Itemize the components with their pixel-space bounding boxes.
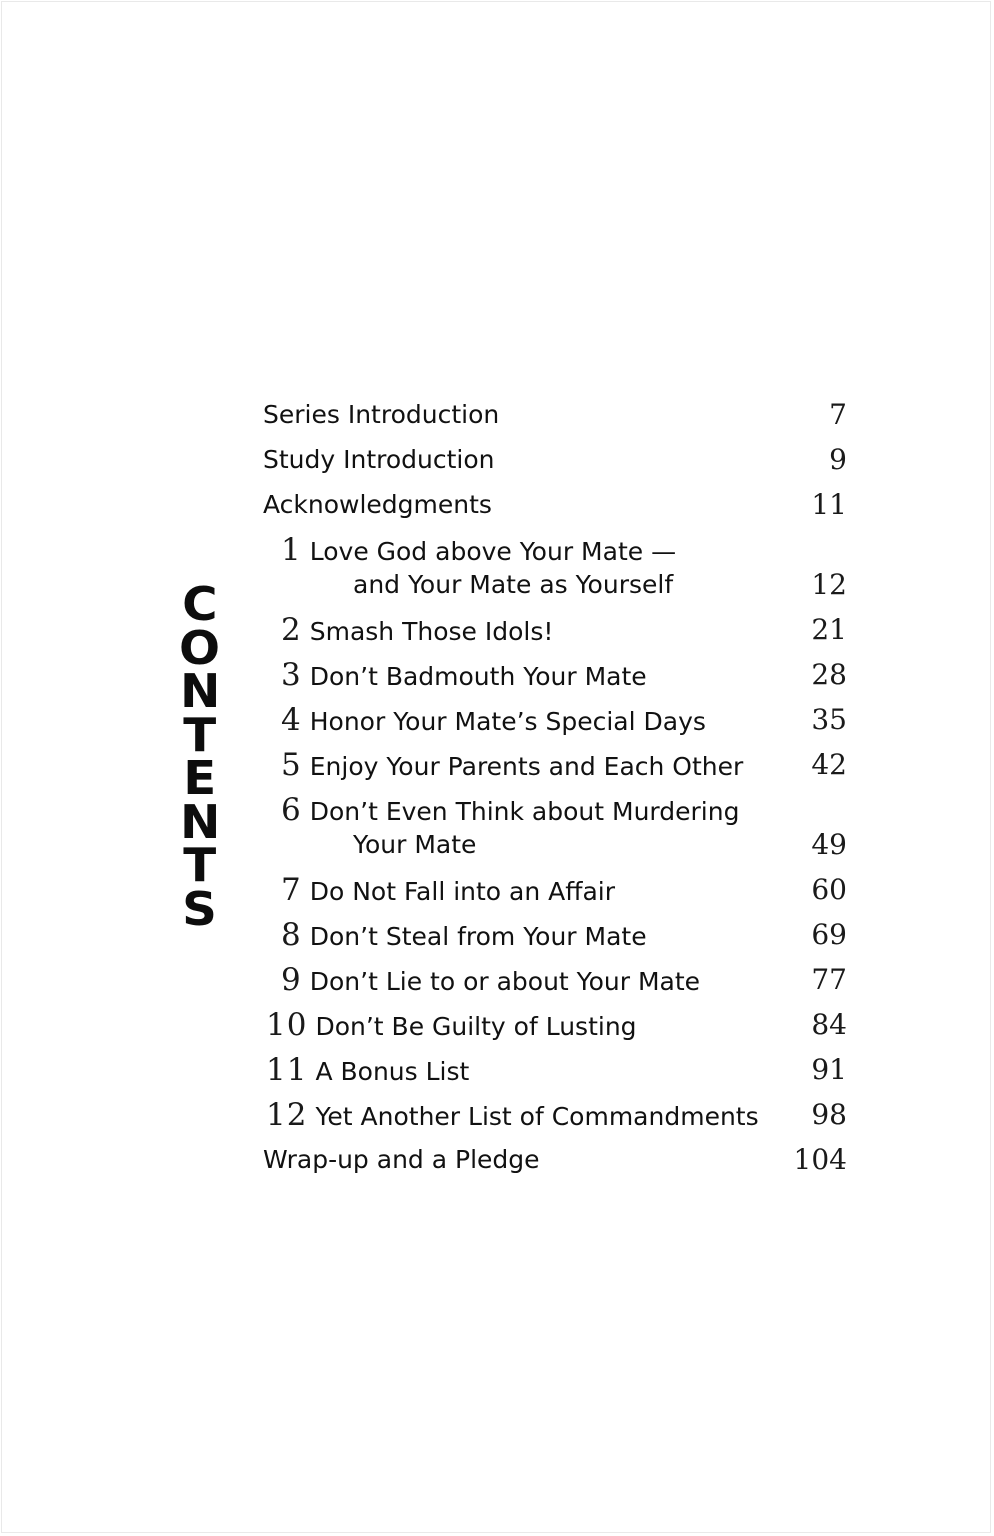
toc-entry-title: Yet Another List of Commandments (315, 1102, 759, 1131)
toc-entry-title: Don’t Lie to or about Your Mate (309, 967, 701, 996)
chapter-number: 10 (266, 1007, 308, 1043)
toc-entry-chapter-5[interactable] (263, 745, 847, 785)
toc-page-number: 104 (793, 1143, 847, 1176)
toc-page-number: 11 (811, 488, 847, 521)
toc-entry-title: Don’t Badmouth Your Mate (309, 662, 647, 691)
toc-entry-wrap-up[interactable] (263, 1140, 847, 1180)
title-letter: E (183, 751, 217, 805)
toc-page-number: 9 (829, 443, 847, 476)
chapter-number: 7 (281, 872, 302, 908)
chapter-number: 6 (281, 792, 302, 828)
toc-entry-study-introduction[interactable] (263, 440, 847, 480)
toc-entry-title: Don’t Steal from Your Mate (309, 922, 647, 951)
chapter-number: 4 (281, 702, 302, 738)
toc-page-number: 21 (811, 613, 847, 646)
toc-entry-title: Series Introduction (263, 400, 500, 429)
toc-page-number: 84 (811, 1008, 847, 1041)
toc-entry-chapter-7[interactable] (263, 870, 847, 910)
toc-entry-title: Don’t Even Think about Murdering (309, 797, 740, 826)
chapter-number: 1 (281, 532, 302, 568)
toc-entry-chapter-11[interactable] (263, 1050, 847, 1090)
chapter-number: 12 (266, 1097, 308, 1133)
toc-entry-title: Wrap-up and a Pledge (263, 1145, 540, 1174)
chapter-number: 9 (281, 962, 302, 998)
title-letter: T (183, 838, 217, 892)
toc-entry-title: Honor Your Mate’s Special Days (309, 707, 706, 736)
toc-page-number: 69 (811, 918, 847, 951)
toc-entry-title: Don’t Be Guilty of Lusting (315, 1012, 637, 1041)
toc-page-number: 12 (811, 568, 847, 601)
title-letter: C (182, 577, 218, 631)
chapter-number: 3 (281, 657, 302, 693)
chapter-number: 8 (281, 917, 302, 953)
title-letter: N (179, 664, 221, 718)
chapter-number: 11 (266, 1052, 308, 1088)
toc-entry-chapter-8[interactable] (263, 915, 847, 955)
toc-entry-title: Study Introduction (263, 445, 495, 474)
toc-entry-title: Enjoy Your Parents and Each Other (309, 752, 744, 781)
toc-page-number: 77 (811, 963, 847, 996)
toc-page-number: 7 (829, 398, 847, 431)
chapter-number: 2 (281, 612, 302, 648)
toc-page-number: 98 (811, 1098, 847, 1131)
toc-entry-chapter-3[interactable] (263, 655, 847, 695)
toc-entry-chapter-4[interactable] (263, 700, 847, 740)
toc-entry-title: Do Not Fall into an Affair (309, 877, 616, 906)
toc-entry-title: Smash Those Idols! (309, 617, 554, 646)
title-letter: S (182, 881, 218, 936)
toc-entry-chapter-12[interactable] (263, 1095, 847, 1135)
toc-entry-title: Love God above Your Mate — (309, 537, 677, 566)
toc-entry-title-continued: Your Mate (353, 830, 477, 859)
toc-entry-chapter-1[interactable] (263, 530, 847, 601)
toc-entry-series-introduction[interactable] (263, 395, 847, 435)
toc-entry-title: A Bonus List (315, 1057, 470, 1086)
toc-entry-acknowledgments[interactable] (263, 485, 847, 525)
toc-entry-chapter-10[interactable] (263, 1005, 847, 1045)
toc-entry-chapter-6[interactable] (263, 790, 847, 861)
toc-page-number: 35 (811, 703, 847, 736)
toc-entry-title: Acknowledgments (263, 490, 492, 519)
toc-page-number: 49 (811, 828, 847, 861)
toc-page-number: 28 (811, 658, 847, 691)
toc-entry-chapter-9[interactable] (263, 960, 847, 1000)
title-letter: T (183, 707, 217, 762)
title-letter: O (179, 620, 221, 675)
contents-vertical-title (178, 577, 222, 936)
toc-page-number: 42 (811, 748, 847, 781)
chapter-number: 5 (281, 747, 302, 783)
toc-page-number: 60 (811, 873, 847, 906)
toc-entry-chapter-2[interactable] (263, 610, 847, 650)
toc-entry-title-continued: and Your Mate as Yourself (353, 570, 674, 599)
toc-page-number: 91 (811, 1053, 847, 1086)
table-of-contents (263, 0, 853, 1536)
title-letter: N (179, 794, 221, 849)
